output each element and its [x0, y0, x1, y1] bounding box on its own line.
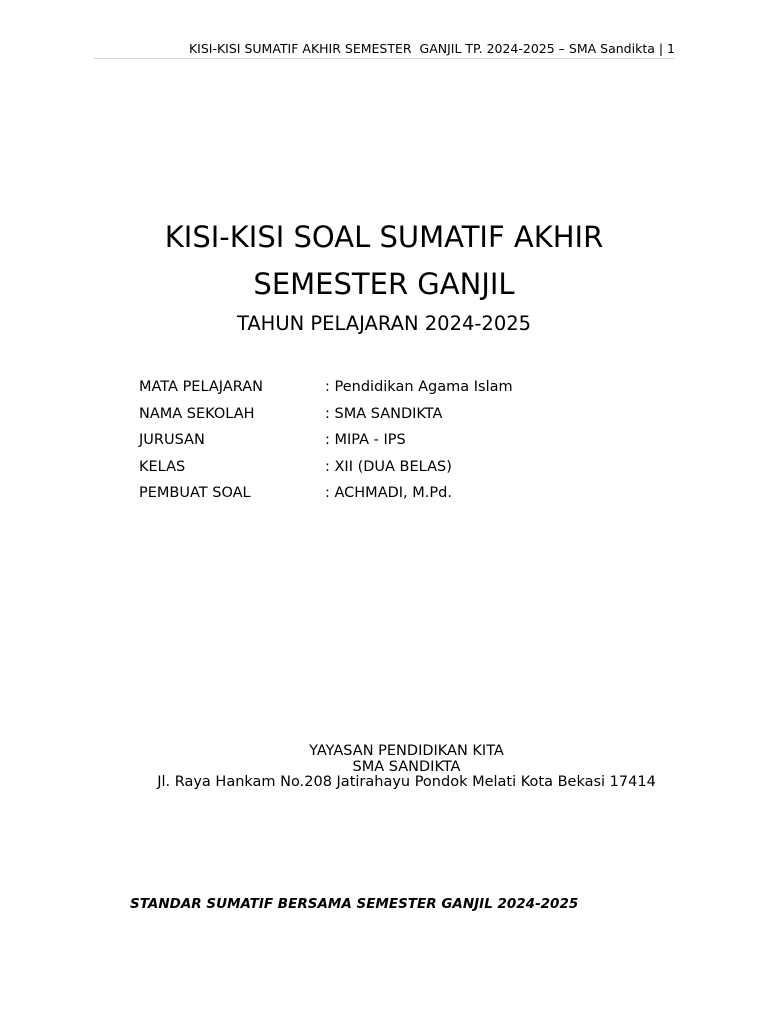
info-row-jurusan: [139, 430, 659, 457]
school-name: SMA SANDIKTA: [352, 758, 461, 775]
info-row-mata-pelajaran: [139, 377, 659, 404]
document-title-line-1: KISI-KISI SOAL SUMATIF AKHIR: [164, 220, 604, 254]
info-label: KELAS: [139, 458, 186, 475]
info-row-pembuat-soal: [139, 483, 659, 510]
info-value: : Pendidikan Agama Islam: [325, 379, 513, 395]
school-address: Jl. Raya Hankam No.208 Jatirahayu Pondok Melati Kota Bekasi 17414: [157, 774, 656, 790]
document-title-line-2: SEMESTER GANJIL: [253, 267, 515, 301]
info-value: : ACHMADI, M.Pd.: [325, 485, 452, 501]
foundation-name: YAYASAN PENDIDIKAN KITA: [309, 743, 504, 759]
running-header: KISI-KISI SUMATIF AKHIR SEMESTER GANJIL TP. 2024-2025 – SMA Sandikta | 1: [188, 41, 675, 56]
info-label: JURUSAN: [139, 432, 205, 448]
info-row-nama-sekolah: [139, 404, 659, 431]
info-label: PEMBUAT SOAL: [139, 485, 251, 501]
info-value: : SMA SANDIKTA: [325, 405, 443, 422]
info-row-kelas: [139, 457, 659, 484]
info-label: MATA PELAJARAN: [139, 379, 263, 395]
info-value: : MIPA - IPS: [325, 432, 406, 448]
standard-footer-note: STANDAR SUMATIF BERSAMA SEMESTER GANJIL 2024-2025: [130, 896, 579, 912]
document-subtitle: TAHUN PELAJARAN 2024-2025: [236, 312, 532, 335]
header-divider: [94, 58, 675, 59]
institution-block: [60, 744, 753, 791]
info-label: NAMA SEKOLAH: [139, 405, 255, 422]
info-value: : XII (DUA BELAS): [325, 458, 452, 475]
identity-table: [139, 377, 659, 510]
